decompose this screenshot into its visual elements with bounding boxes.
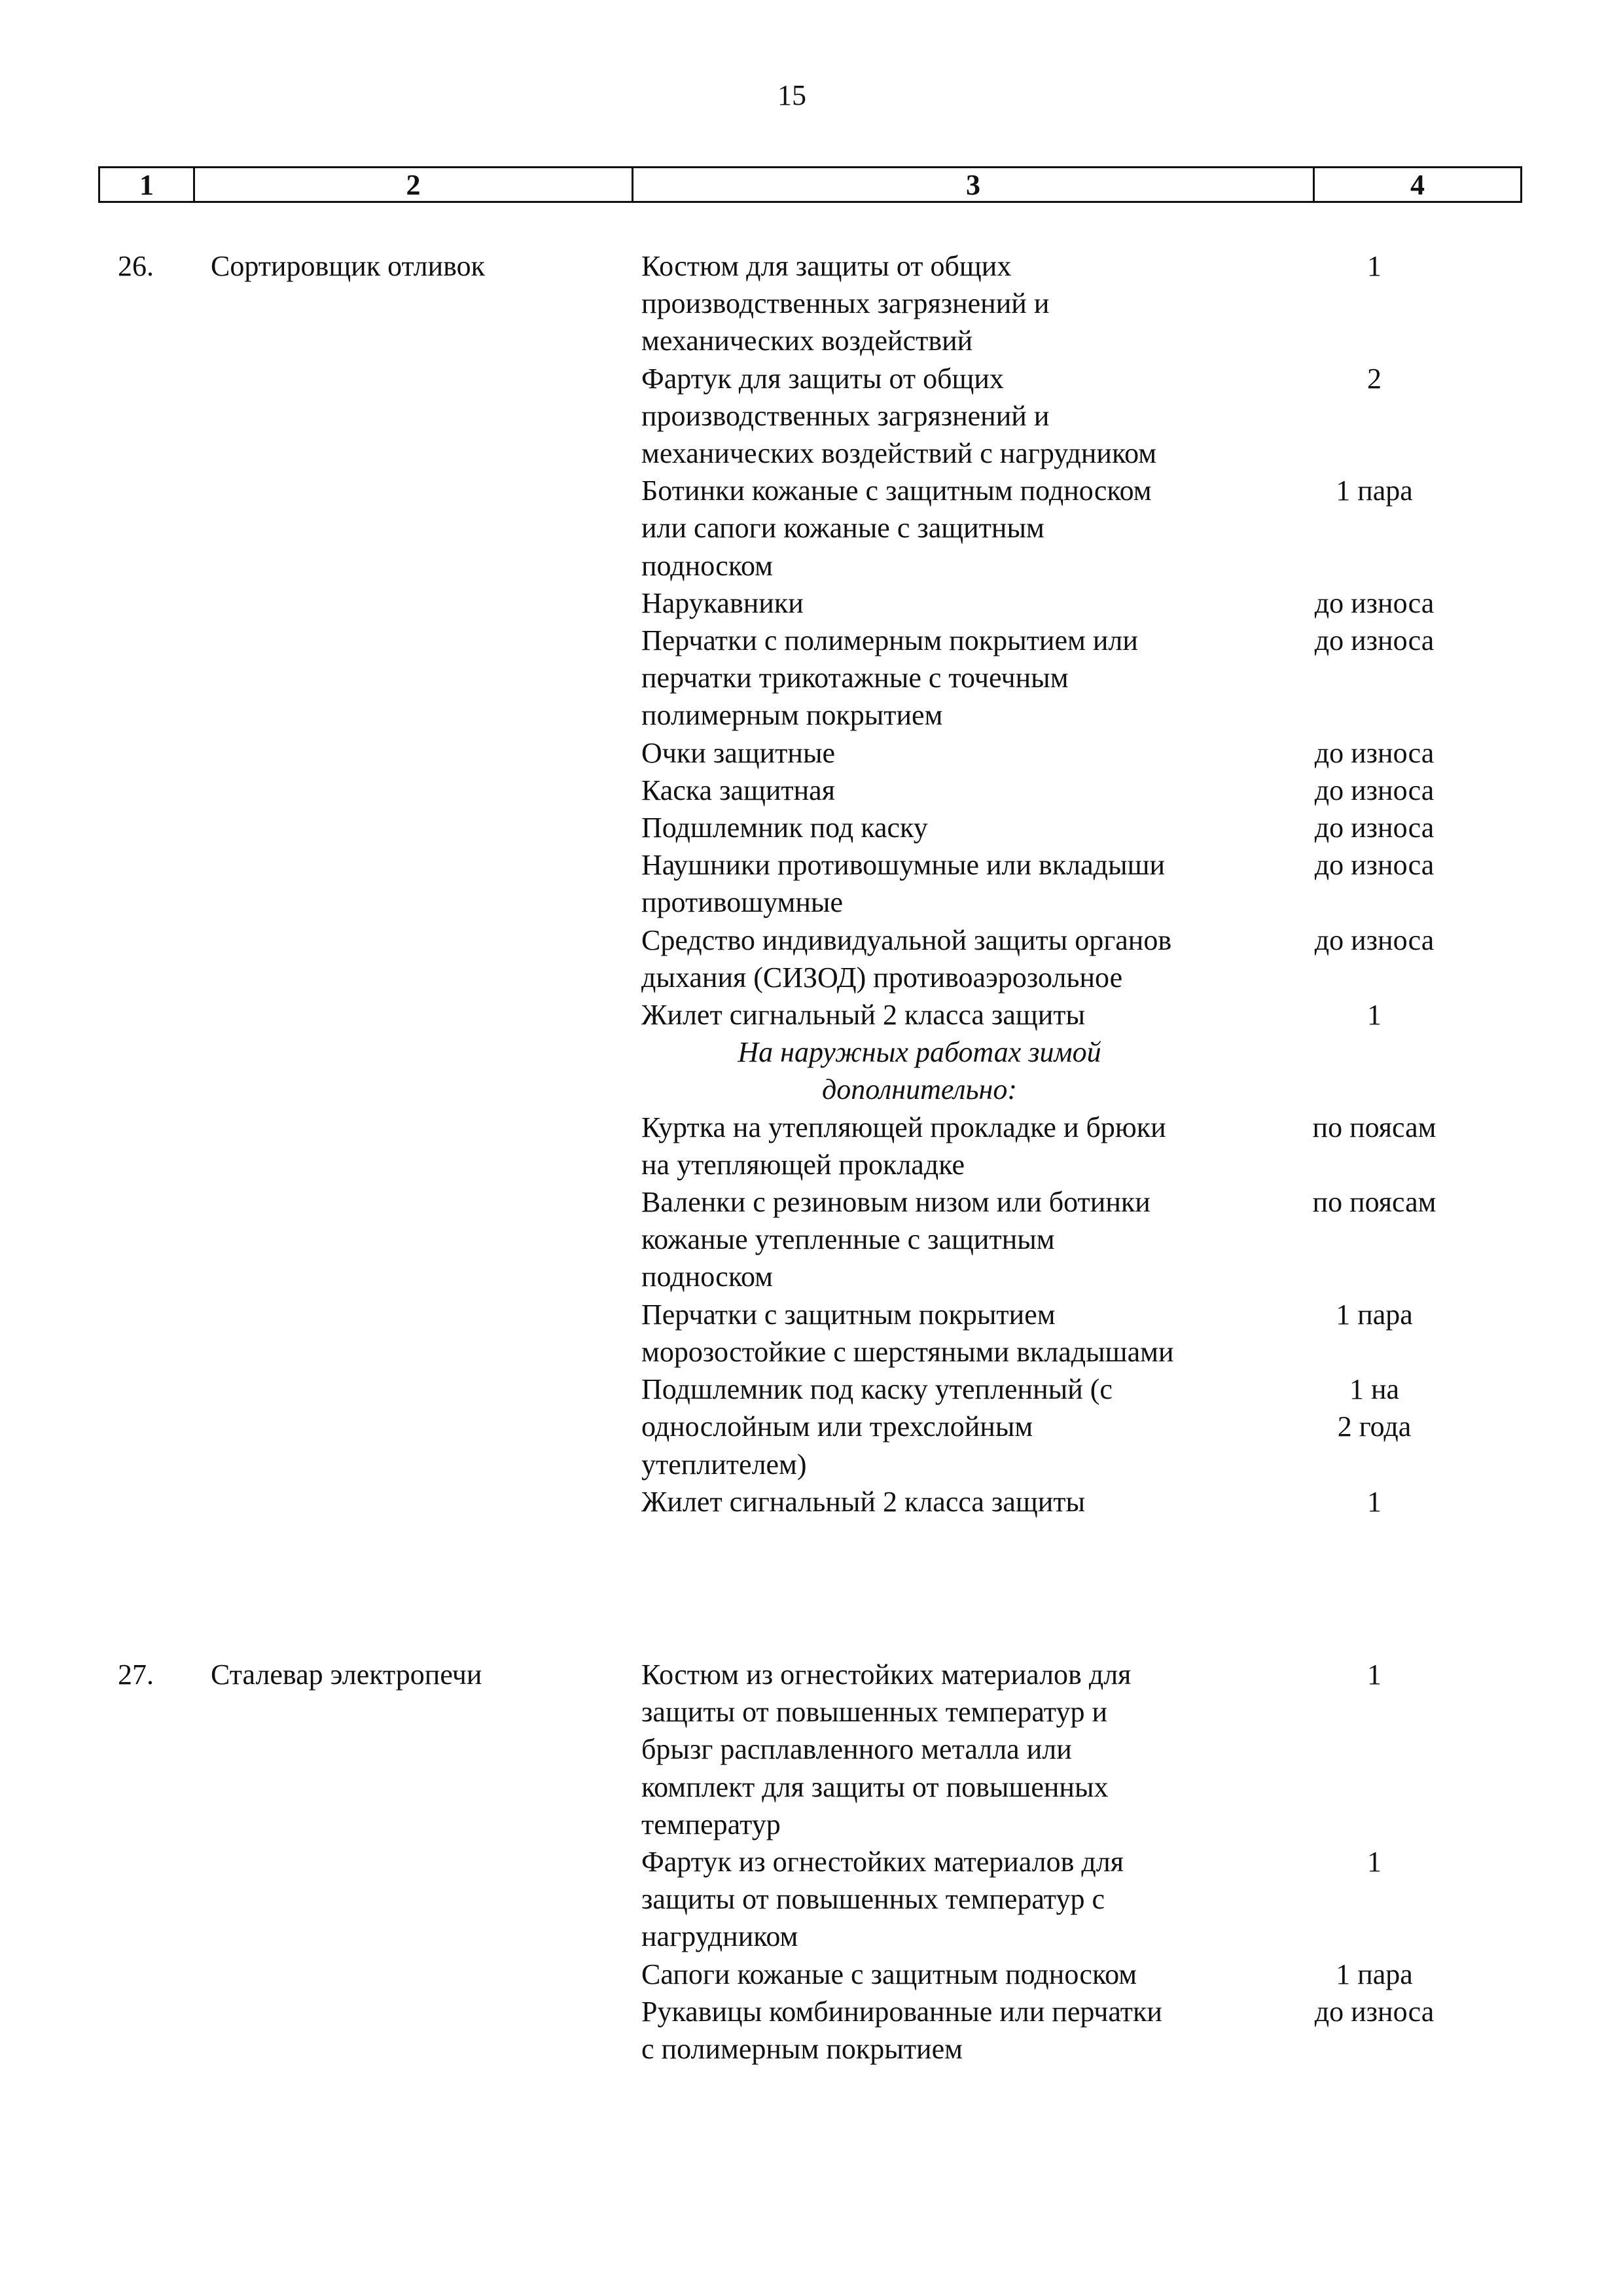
ppe-item — [641, 846, 1558, 921]
ppe-item — [641, 472, 1558, 584]
ppe-item — [641, 772, 1558, 809]
ppe-item-qty: 1 пара — [1336, 1958, 1413, 1990]
ppe-item-name: Фартук из огнестойких материалов для защиты от повышенных температур с нагрудником — [641, 1846, 1124, 1953]
ppe-item-qty — [1243, 1371, 1505, 1483]
ppe-item-qty: до износа — [1314, 924, 1435, 956]
ppe-item — [641, 360, 1558, 473]
ppe-item — [641, 1956, 1558, 1993]
ppe-item-name: Наушники противошумные или вкладыши противошумные — [641, 849, 1166, 919]
ppe-item-name: Костюм для защиты от общих производственных загрязнений и механических воздействий — [641, 250, 1050, 357]
ppe-item-qty-line: 1 на — [1349, 1373, 1400, 1406]
ppe-item-name: Валенки с резиновым низом или ботинки кожаные утепленные с защитным подноском — [641, 1186, 1150, 1293]
ppe-item-name: Куртка на утепляющей прокладке и брюки на утепляющей прокладке — [641, 1111, 1166, 1181]
ppe-item-name: Средство индивидуальной защиты органов дыхания (СИЗОД) противоаэрозольное — [641, 924, 1172, 994]
ppe-item-qty: до износа — [1314, 736, 1435, 769]
ppe-item-qty: до износа — [1314, 849, 1435, 882]
ppe-item-name: Очки защитные — [641, 736, 836, 769]
profession-name: Сталевар электропечи — [211, 1659, 482, 1691]
ppe-item — [641, 622, 1558, 734]
ppe-item — [641, 584, 1558, 622]
header-col-4: 4 — [1410, 169, 1425, 201]
ppe-item-qty-line: 2 года — [1337, 1410, 1412, 1443]
ppe-item-qty: 1 — [1367, 250, 1382, 282]
ppe-item-name: Перчатки с защитным покрытием морозостойкие с шерстяными вкладышами — [641, 1298, 1174, 1368]
ppe-item-name: Подшлемник под каску — [641, 812, 928, 844]
ppe-item-qty: 1 — [1367, 1846, 1382, 1878]
ppe-item-name: Рукавицы комбинированные или перчатки с полимерным покрытием — [641, 1995, 1162, 2066]
ppe-list — [641, 247, 1558, 1520]
ppe-item — [641, 1843, 1558, 1956]
ppe-item-qty: до износа — [1314, 624, 1435, 657]
ppe-item — [641, 1296, 1558, 1371]
ppe-item — [641, 1656, 1558, 1843]
ppe-item — [641, 1183, 1558, 1296]
ppe-item — [641, 996, 1558, 1033]
header-col-1: 1 — [100, 168, 195, 201]
ppe-item-qty: 2 — [1367, 362, 1382, 395]
ppe-item-qty: 1 пара — [1336, 1298, 1413, 1331]
ppe-item — [641, 734, 1558, 772]
ppe-item-qty: до износа — [1314, 586, 1435, 619]
ppe-item-qty: 1 — [1367, 999, 1382, 1031]
ppe-item-name: Сапоги кожаные с защитным подноском — [641, 1958, 1137, 1990]
page-number: 15 — [777, 79, 806, 111]
ppe-item-name: Перчатки с полимерным покрытием или перчатки трикотажные с точечным полимерным покрытием — [641, 624, 1138, 732]
header-col-3: 3 — [633, 168, 1315, 201]
ppe-item — [641, 1371, 1558, 1483]
ppe-item-name: Фартук для защиты от общих производственных загрязнений и механических воздействий с нагрудником — [641, 362, 1157, 470]
ppe-item-name: Костюм из огнестойких материалов для защиты от повышенных температур и брызг расплавленного металла или комплект для защиты от повышенных температур — [641, 1659, 1132, 1840]
ppe-item — [641, 1109, 1558, 1183]
ppe-item-qty: по поясам — [1312, 1186, 1436, 1219]
ppe-item — [641, 1483, 1558, 1520]
ppe-item — [641, 809, 1558, 846]
winter-note: На наружных работах зимой дополнительно: — [738, 1036, 1101, 1106]
ppe-item-qty: до износа — [1314, 1995, 1435, 2028]
row-number: 27. — [118, 1659, 154, 1691]
ppe-item-name: Жилет сигнальный 2 класса защиты — [641, 1485, 1086, 1518]
ppe-item-qty: 1 — [1367, 1485, 1382, 1518]
ppe-item-qty: 1 пара — [1336, 475, 1413, 507]
ppe-item-name: Ботинки кожаные с защитным подноском или сапоги кожаные с защитным подноском — [641, 475, 1152, 582]
ppe-item-name: Нарукавники — [641, 586, 804, 619]
ppe-item-qty: 1 — [1367, 1659, 1382, 1691]
table-header — [98, 166, 1522, 203]
ppe-item-name: Подшлемник под каску утепленный (с однослойным или трехслойным утеплителем) — [641, 1373, 1113, 1480]
ppe-item-qty: до износа — [1314, 774, 1435, 806]
header-col-2: 2 — [195, 168, 633, 201]
ppe-item-name: Каска защитная — [641, 774, 835, 806]
ppe-item-name: Жилет сигнальный 2 класса защиты — [641, 999, 1086, 1031]
row-number: 26. — [118, 250, 154, 282]
ppe-list — [641, 1656, 1558, 2068]
ppe-item — [641, 1993, 1558, 2068]
ppe-item-qty: по поясам — [1312, 1111, 1436, 1143]
ppe-item — [641, 247, 1558, 360]
ppe-item — [641, 922, 1558, 996]
ppe-item-qty: до износа — [1314, 812, 1435, 844]
profession-name: Сортировщик отливок — [211, 250, 486, 282]
